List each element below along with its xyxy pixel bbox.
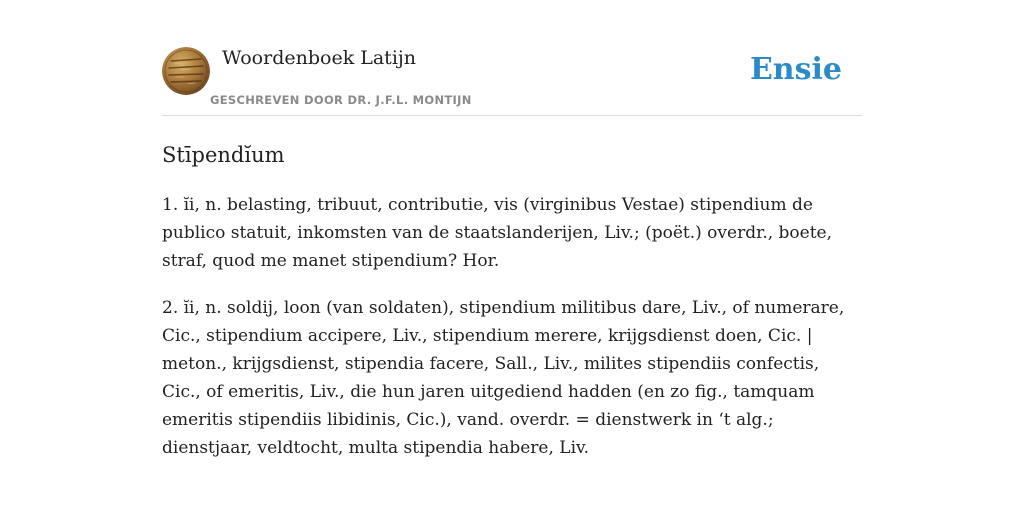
bronze-coin-icon[interactable] [162, 47, 210, 95]
page [162, 46, 862, 462]
headword: Stīpendĭum [162, 143, 285, 167]
brand-logo[interactable]: Ensie [749, 52, 842, 87]
definition-1: 1. ĭi, n. belasting, tribuut, contributie, vis (virginibus Vestae) stipendium de publico statuit, inkomsten van de staatslanderijen, Liv.; (poët.) overdr., boete, straf, quod me manet stipendium? Hor. [162, 195, 833, 271]
author-credit: GESCHREVEN DOOR DR. J.F.L. MONTIJN [210, 93, 472, 107]
source-title[interactable]: Woordenboek Latijn [222, 47, 417, 69]
header [162, 46, 862, 116]
definition-2: 2. ĭi, n. soldij, loon (van soldaten), stipendium militibus dare, Liv., of numerare, Cic., stipendium accipere, Liv., stipendium merere, krijgsdienst doen, Cic. | meton., krijgsdienst, stipendia facere, Sall., Liv., milites stipendiis confectis, Cic., of emeritis, Liv., die hun jaren uitgediend hadden (en zo fig., tamquam emeritis stipendiis libidinis, Cic.), vand. overdr. = dienstwerk in ‘t alg.; dienstjaar, veldtocht, multa stipendia habere, Liv. [162, 298, 845, 458]
